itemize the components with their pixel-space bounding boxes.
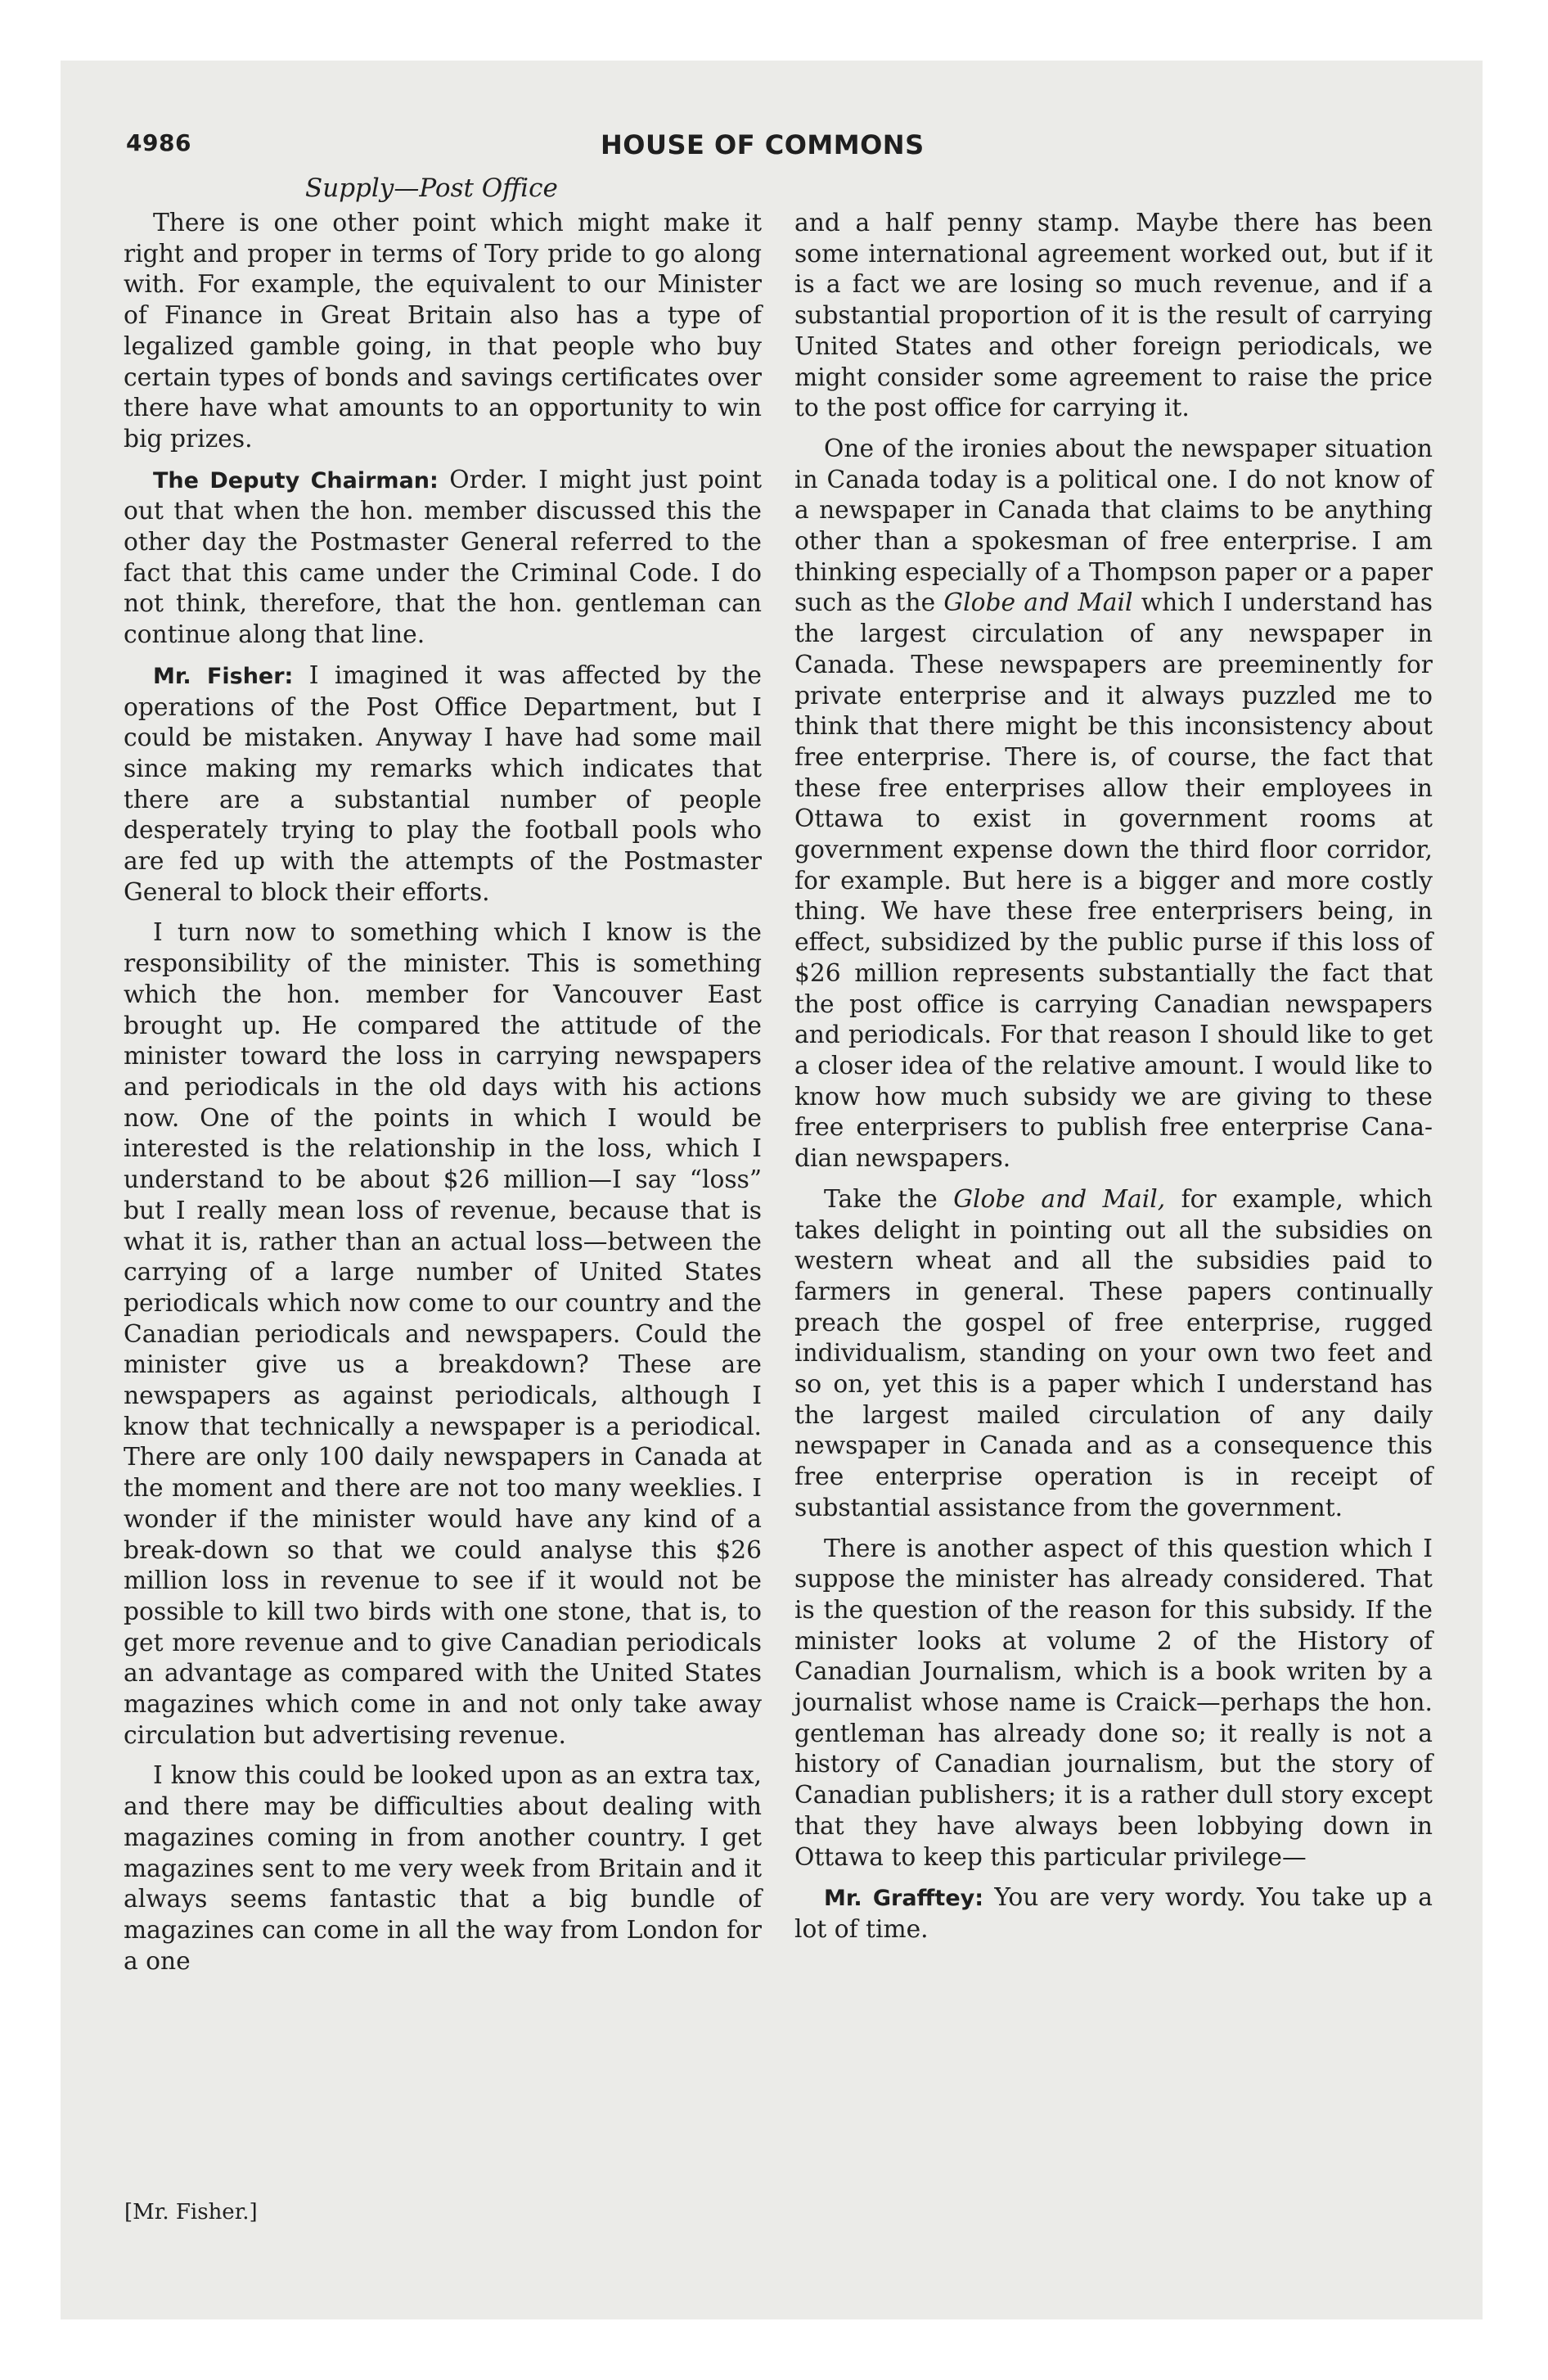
left-column: [124, 208, 762, 2172]
text-run: for example, which takes delight in pointing out all the subsidies on western wheat and all the subsidies paid to farmers in general. These papers continually preach the gospel of free enterprise, rugged individualism, standing on your own two feet and so on, yet this is a paper which I understand has the largest mailed circulation of any daily newspaper in Canada and as a consequence this free enterprise operation is in receipt of substantial assistance from the government.: [794, 1184, 1433, 1522]
paragraph: and a half penny stamp. Maybe there has been some international agreement worked out, but if it is a fact we are losing so much revenue, and if a substantial proportion of it is the result of carrying United States and other foreign periodicals, we might consider some agreement to raise the price to the post office for carrying it.: [794, 209, 1433, 423]
paragraph: [124, 660, 762, 908]
page-number: 4986: [126, 129, 191, 156]
speaker-name: Mr. Grafftey:: [824, 1886, 984, 1912]
paragraph: There is one other point which might make it right and proper in terms of Tory pride to go along with. For example, the equivalent to our Minister of Finance in Great Britain also has a type of legalized gamble going, in that people who buy certain types of bonds and savings certificates over there have what amounts to an opportunity to win big prizes.: [124, 209, 762, 453]
paragraph: There is another aspect of this question which I suppose the minister has already considered. That is the question of the reason for this subsidy. If the minister looks at volume 2 of the History of Canadian Journalism, which is a book writen by a journalist whose name is Craick—perhaps the hon. gentleman has already done so; it really is not a history of Canadian journalism, but the story of Canadian publishers; it is a rather dull story except that they have always been lobbying down in Ottawa to keep this particular privilege—: [794, 1534, 1433, 1872]
newspaper-title: Globe and Mail: [943, 588, 1133, 618]
paragraph: I turn now to something which I know is the responsibility of the minister. This is something which the hon. member for Vancouver East brought up. He compared the attitude of the minister toward the loss in carrying newspapers and periodicals in the old days with his actions now. One of the points in which I would be interested is the relationship in the loss, which I understand to be about $26 million—I say “loss” but I really mean loss of revenue, because that is what it is, rather than an actual loss—between the carrying of a large number of United States periodicals which now come to our country and the Canadian periodicals and newspapers. Could the minister give us a breakdown? These are newspapers as against periodicals, although I know that technically a newspaper is a periodical. There are only 100 daily newspapers in Canada at the moment and there are not too many weeklies. I wonder if the minister would have any kind of a break-down so that we could analyse this $26 million loss in revenue to see if it would not be possible to kill two birds with one stone, that is, to get more revenue and to give Canadian periodicals an advantage as compared with the United States magazines which come in and not only take away circulation but advertising revenue.: [124, 918, 762, 1750]
page-header: [126, 129, 944, 170]
paragraph: [794, 1184, 1433, 1524]
speech-text: You are very wordy. You take up a lot of time.: [794, 1883, 1433, 1944]
footer-speaker-reference: [Mr. Fisher.]: [124, 2200, 258, 2224]
speaker-name: Mr. Fisher:: [153, 663, 294, 689]
text-run: Take the: [824, 1184, 954, 1214]
publication-title: HOUSE OF COMMONS: [601, 129, 925, 160]
paragraph: [794, 434, 1433, 1174]
text-run: which I understand has the largest circulation of any newspaper in Canada. These newspapers are preeminently for private enterprise and it always puzzled me to think that there might be this inconsistency about free enterprise. There is, of course, the fact that these free enterprises allow their employees in Ottawa to exist in government rooms at government expense down the third floor corridor, for example. But here is a bigger and more costly thing. We have these free enterprisers being, in effect, subsidized by the public purse if this loss of $26 million represents substantially the fact that the post office is carrying Canadian newspapers and periodicals. For that reason I should like to get a closer idea of the relative amount. I would like to know how much subsidy we are giving to these free enterprisers to publish free enterprise Canadian newspapers.: [794, 588, 1433, 1174]
speaker-name: The Deputy Chairman:: [153, 467, 439, 494]
paragraph: [794, 1882, 1433, 1945]
newspaper-title: Globe and Mail,: [953, 1184, 1166, 1214]
paragraph: I know this could be looked upon as an extra tax, and there may be difficulties about dealing with magazines coming in from another country. I get magazines sent to me very week from Britain and it always seems fantastic that a big bundle of magazines can come in all the way from London for a one: [124, 1761, 762, 1976]
running-head: Supply—Post Office: [305, 174, 558, 203]
speech-text: Order. I might just point out that when the hon. member discussed this the other day the Postmaster General referred to the fact that this came under the Criminal Code. I do not think, therefore, that the hon. gentleman can continue along that line.: [124, 465, 762, 650]
paragraph: [124, 465, 762, 651]
text-run: One of the ironies about the newspaper situation in Canada today is a political one. I do not know of a newspaper in Canada that claims to be anything other than a spokesman of free enterprise. I am thinking especially of a Thompson paper or a paper such as the: [794, 434, 1433, 618]
speech-text: I imagined it was affected by the operations of the Post Office Department, but I could be mistaken. Anyway I have had some mail since making my remarks which indicates that there are a substantial number of people desperately trying to play the football pools who are fed up with the attempts of the Postmaster General to block their efforts.: [124, 660, 762, 907]
right-column: [794, 208, 1433, 2172]
